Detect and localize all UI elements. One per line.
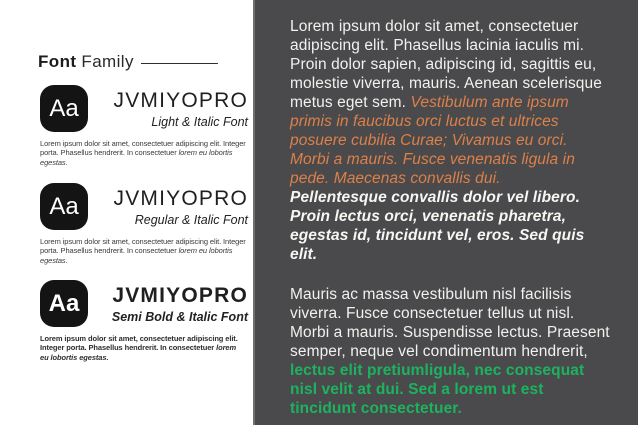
font-title: JVMIYOPRO [113,88,248,112]
aa-glyph-icon: Aa [40,183,88,230]
page-title [38,52,218,72]
font-sample-italic: lorem eu lobortis egestas. [40,343,237,362]
font-card-header [40,183,248,230]
font-subtitle: Semi Bold & Italic Font [111,309,248,324]
heading-underline [141,63,218,64]
font-card-semibold [40,280,248,362]
font-sample-italic: lorem eu lobortis egestas. [40,148,233,167]
font-sample-regular: Lorem ipsum dolor sit amet, consectetuer adipiscing elit. Integer porta. Phasellus hendrerit. In consectetuer [40,237,246,256]
font-title: JVMIYOPRO [113,186,248,210]
paragraph2-regular-text: Mauris ac massa vestibulum nisl facilisis viverra. Fusce consectetuer tellus ut nisl. Morbi a mauris. Suspendisse lectus. Praesent semper, neque vel condimentum hendrerit, [290,286,610,360]
font-sample-text [40,139,246,167]
left-panel [0,0,253,425]
font-card-titles [88,284,248,324]
paragraph2-green-bold-text: lectus elit pretiumligula, nec consequat nisl velit at dui. Sed a lorem ut est tincidunt consectetuer. [290,362,585,417]
specimen-paragraph-1 [290,17,611,264]
font-sample-regular: Lorem ipsum dolor sit amet, consectetuer adipiscing elit. Integer porta. Phasellus hendrerit. In consectetuer [40,334,238,353]
paragraph1-regular-text: Lorem ipsum dolor sit amet, consectetuer adipiscing elit. Phasellus lacinia iaculis mi. Proin dolor sapien, adipiscing id, sagittis eu, molestie viverra, mauris. Aenean scelerisque metus eget sem. [290,18,602,111]
font-sample-text [40,334,246,362]
font-subtitle: Regular & Italic Font [134,212,248,227]
font-title: JVMIYOPRO [112,283,248,307]
font-card-regular [40,183,248,265]
aa-glyph-icon: Aa [40,280,88,327]
specimen-text-panel [253,0,638,425]
specimen-paragraph-2 [290,285,611,418]
font-card-titles [88,89,248,129]
font-card-light [40,85,248,167]
aa-glyph-icon: Aa [40,85,88,132]
font-card-header [40,85,248,132]
font-subtitle: Light & Italic Font [151,114,248,129]
font-card-titles [88,187,248,227]
heading-light-text: Family [81,52,134,71]
heading-bold-text: Font [38,52,77,71]
paragraph1-orange-italic-text: Vestibulum ante ipsum primis in faucibus orci luctus et ultrices posuere cubilia Curae; Vivamus eu orci. Morbi a mauris. Fusce venenatis ligula in pede. Maecenas convallis dui. [290,94,575,187]
font-card-header [40,280,248,327]
font-sample-regular: Lorem ipsum dolor sit amet, consectetuer adipiscing elit. Integer porta. Phasellus hendrerit. In consectetuer [40,139,246,158]
font-sample-text [40,237,246,265]
paragraph1-bold-italic-text: Pellentesque convallis dolor vel libero. Proin lectus orci, venenatis pharetra, egestas id, tincidunt vel, eros. Sed quis elit. [290,189,585,263]
font-sample-italic: lorem eu lobortis egestas. [40,246,233,265]
